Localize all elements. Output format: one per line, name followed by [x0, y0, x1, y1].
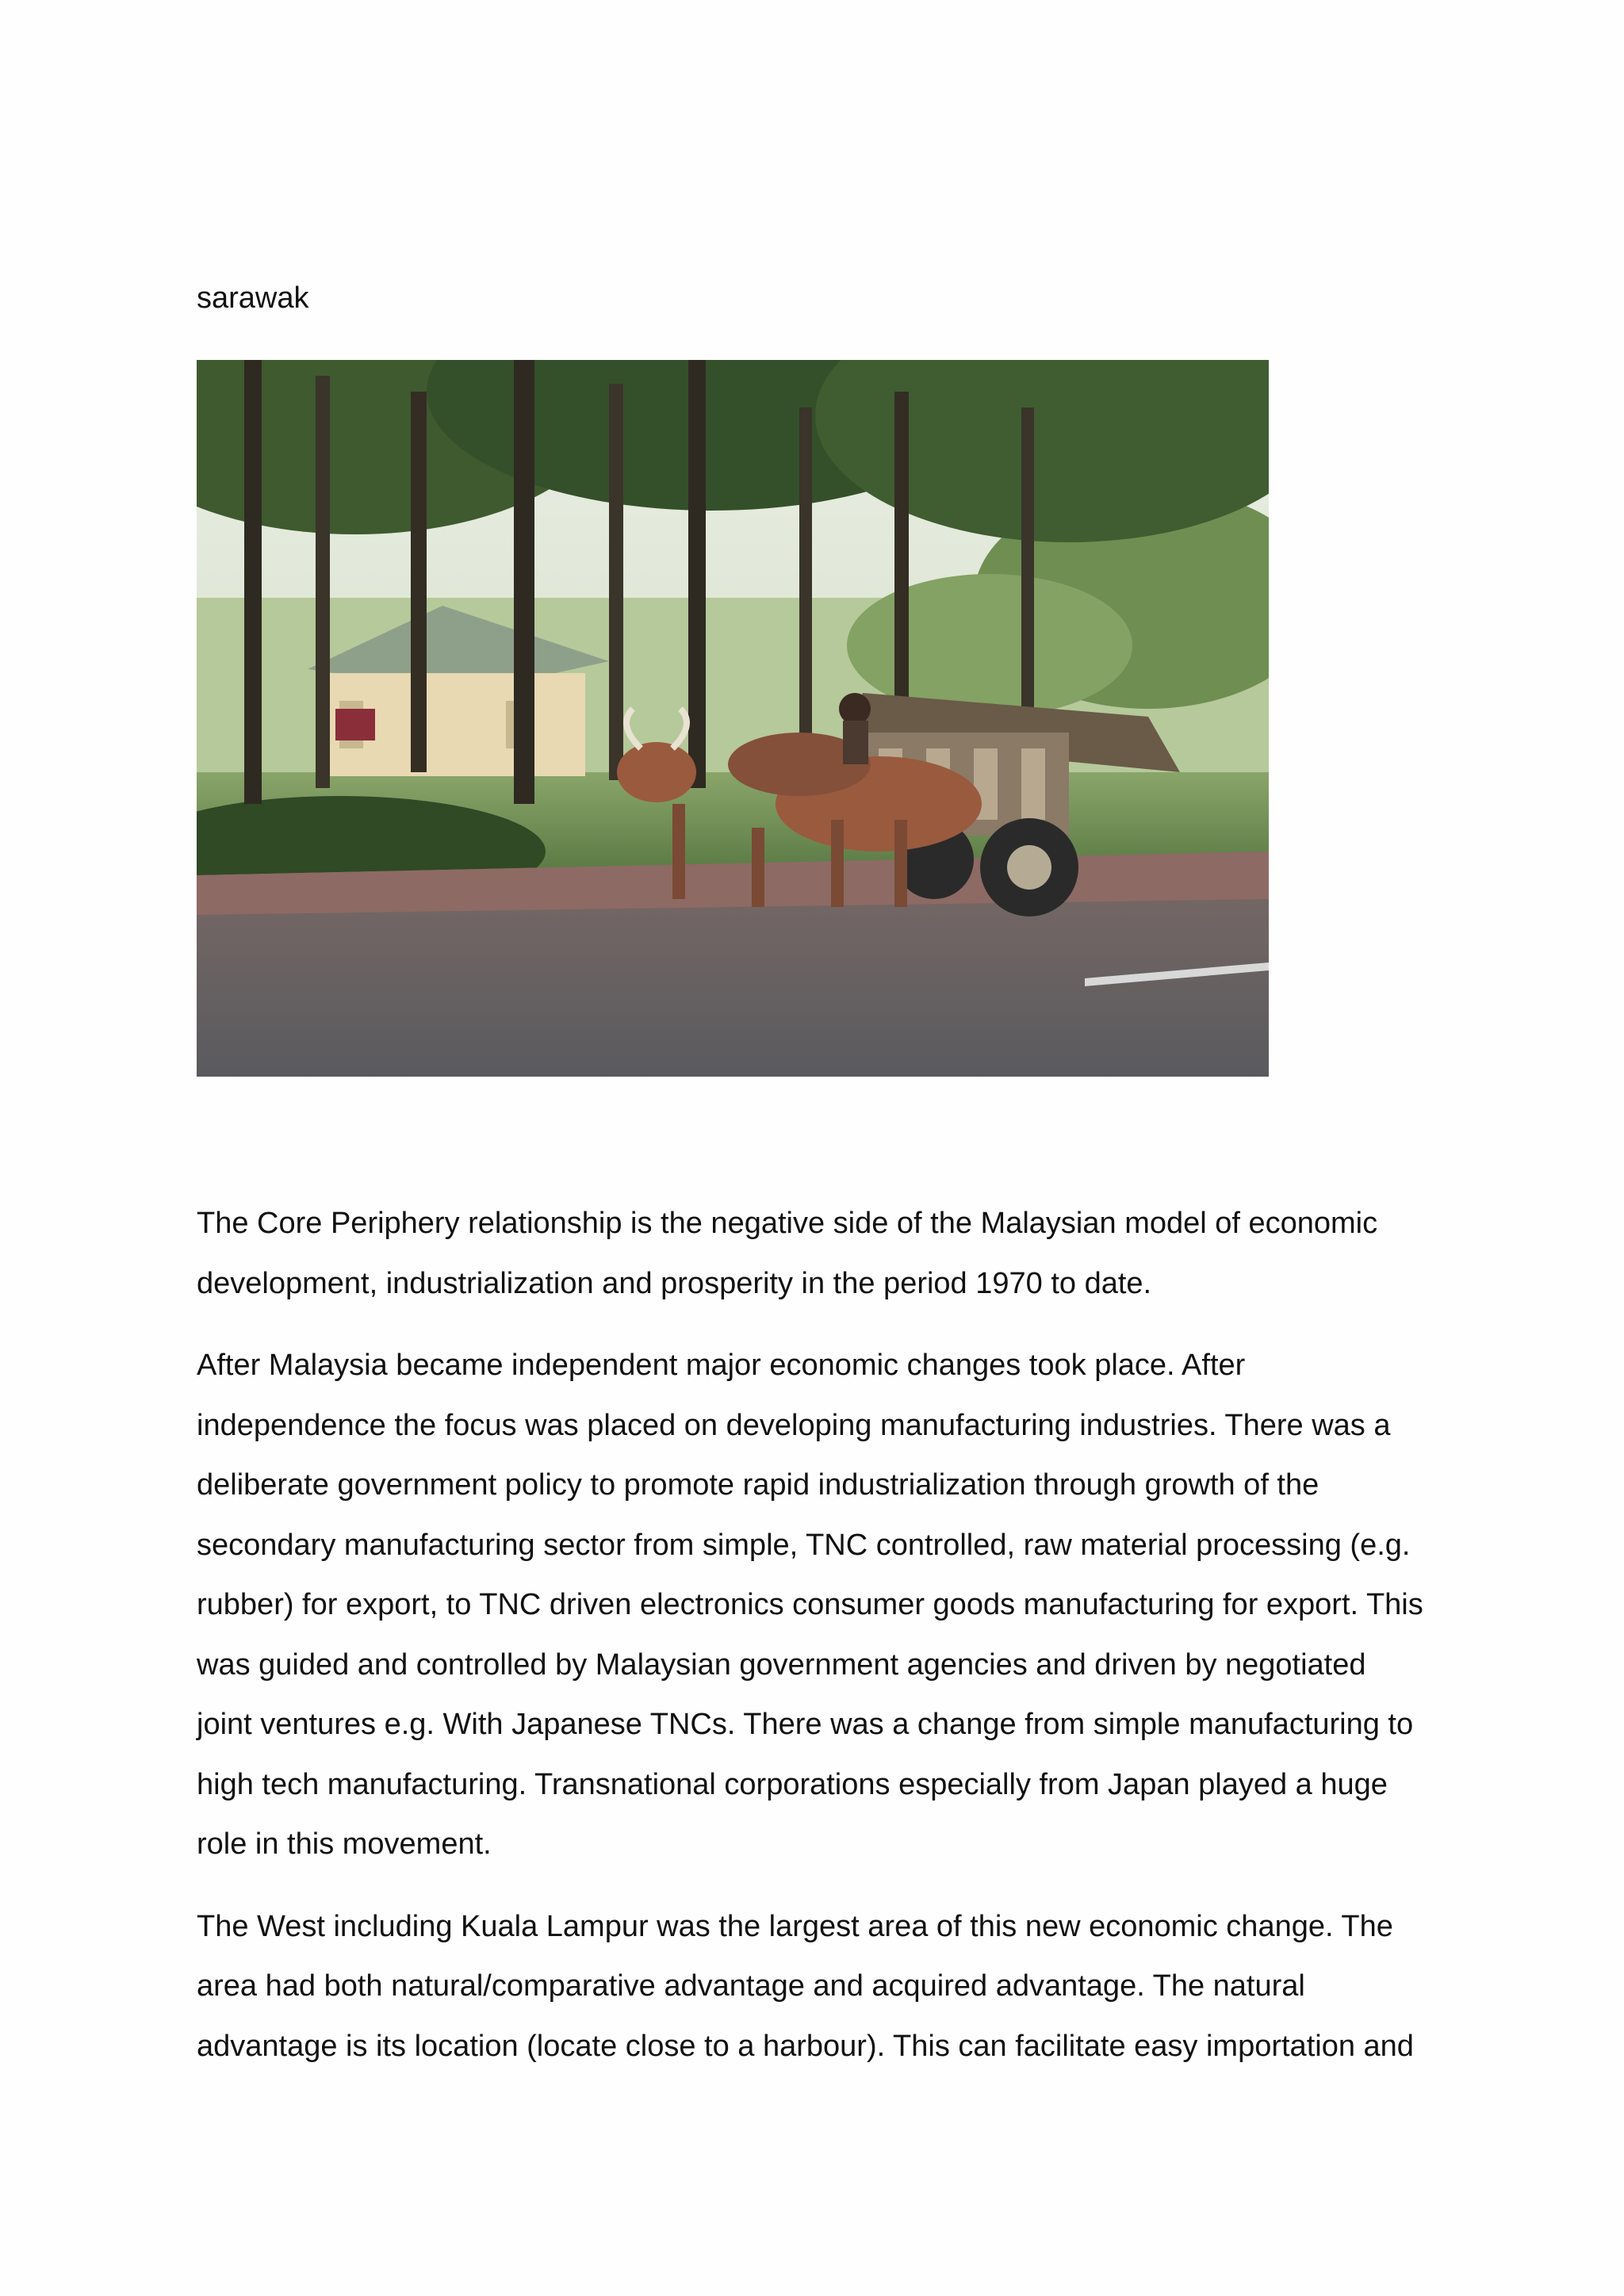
paragraph-line: area had both natural/comparative advantage and acquired advantage. The natural [197, 1969, 1305, 2003]
paragraph-west-kuala-lampur [197, 1897, 1450, 2077]
paragraph-core-periphery [197, 1194, 1450, 1314]
paragraph-line: independence the focus was placed on developing manufacturing industries. There was a [197, 1408, 1391, 1442]
paragraph-line: The Core Periphery relationship is the negative side of the Malaysian model of economic [197, 1207, 1378, 1240]
document-heading: sarawak [197, 281, 309, 315]
paragraph-line: deliberate government policy to promote rapid industrialization through growth of the [197, 1468, 1320, 1502]
ox-cart-photo [197, 360, 1269, 1077]
paragraph-line: secondary manufacturing sector from simple, TNC controlled, raw material processing (e.g. [197, 1528, 1411, 1562]
paragraph-line: development, industrialization and prosperity in the period 1970 to date. [197, 1266, 1152, 1300]
paragraph-independence [197, 1336, 1450, 1875]
paragraph-line: advantage is its location (locate close to a harbour). This can facilitate easy importation and [197, 2029, 1414, 2063]
paragraph-line: was guided and controlled by Malaysian government agencies and driven by negotiated [197, 1647, 1366, 1682]
document-body [197, 1194, 1450, 2099]
paragraph-line: high tech manufacturing. Transnational corporations especially from Japan played a huge [197, 1767, 1388, 1801]
paragraph-line: role in this movement. [197, 1827, 492, 1861]
paragraph-line: joint ventures e.g. With Japanese TNCs. There was a change from simple manufacturing to [197, 1708, 1414, 1741]
paragraph-line: After Malaysia became independent major economic changes took place. After [197, 1349, 1246, 1382]
paragraph-line: The West including Kuala Lampur was the largest area of this new economic change. The [197, 1909, 1393, 1943]
paragraph-line: rubber) for export, to TNC driven electronics consumer goods manufacturing for export. This [197, 1588, 1423, 1621]
photo-illustration [197, 360, 1269, 1077]
